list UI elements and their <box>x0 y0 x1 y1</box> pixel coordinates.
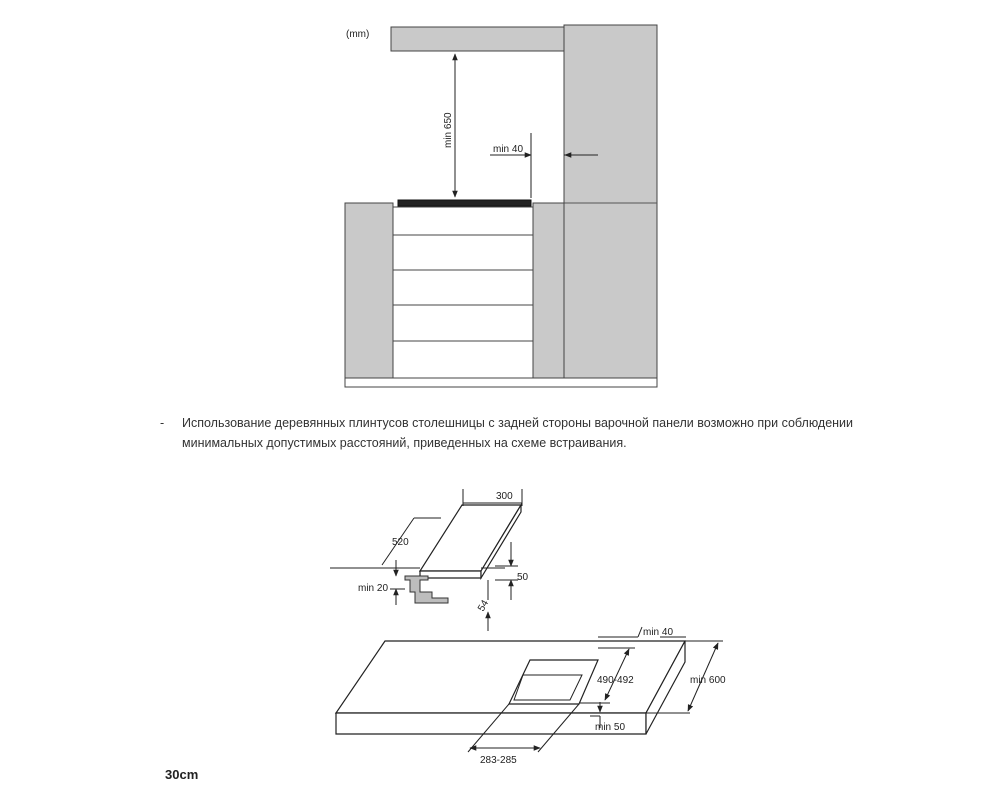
size-caption: 30cm <box>165 767 199 782</box>
dimension-min-50-label: min 50 <box>595 722 626 733</box>
kitchen-section-diagram <box>345 25 657 387</box>
plinth <box>345 378 657 387</box>
dimension-54-label: 54 <box>476 598 492 614</box>
dimension-50-label: 50 <box>517 572 529 583</box>
dimension-cutout-min-40-label: min 40 <box>643 627 674 638</box>
oven-area <box>393 207 533 378</box>
note-bullet: - <box>160 416 165 430</box>
dimension-300-label: 300 <box>496 491 513 502</box>
upper-cabinet <box>391 27 564 51</box>
dimension-min-40-label: min 40 <box>493 144 524 155</box>
dimension-min-20-label: min 20 <box>358 583 389 594</box>
hob-top <box>398 200 531 206</box>
hob-dimensions-diagram <box>330 489 529 631</box>
dimension-min-650-label: min 650 <box>443 112 454 148</box>
note-text: Использование деревянных плинтусов столешницы с задней стороны варочной панели возможно при соблюдении минимальных допустимых расстояний, приведенных на схеме встраивания. <box>182 416 854 450</box>
installation-note <box>160 413 860 453</box>
worktop-cutout-diagram <box>336 627 726 766</box>
tall-cabinet <box>564 25 657 387</box>
base-cabinet-right <box>533 203 564 378</box>
base-cabinet-left <box>345 203 393 378</box>
dimension-520-label: 520 <box>392 537 409 548</box>
dimension-490-492-label: 490-492 <box>597 675 634 686</box>
unit-label: (mm) <box>346 29 370 40</box>
mounting-clamp <box>405 576 448 603</box>
dimension-min-600-label: min 600 <box>690 675 726 686</box>
dimension-283-285-label: 283-285 <box>480 755 517 766</box>
